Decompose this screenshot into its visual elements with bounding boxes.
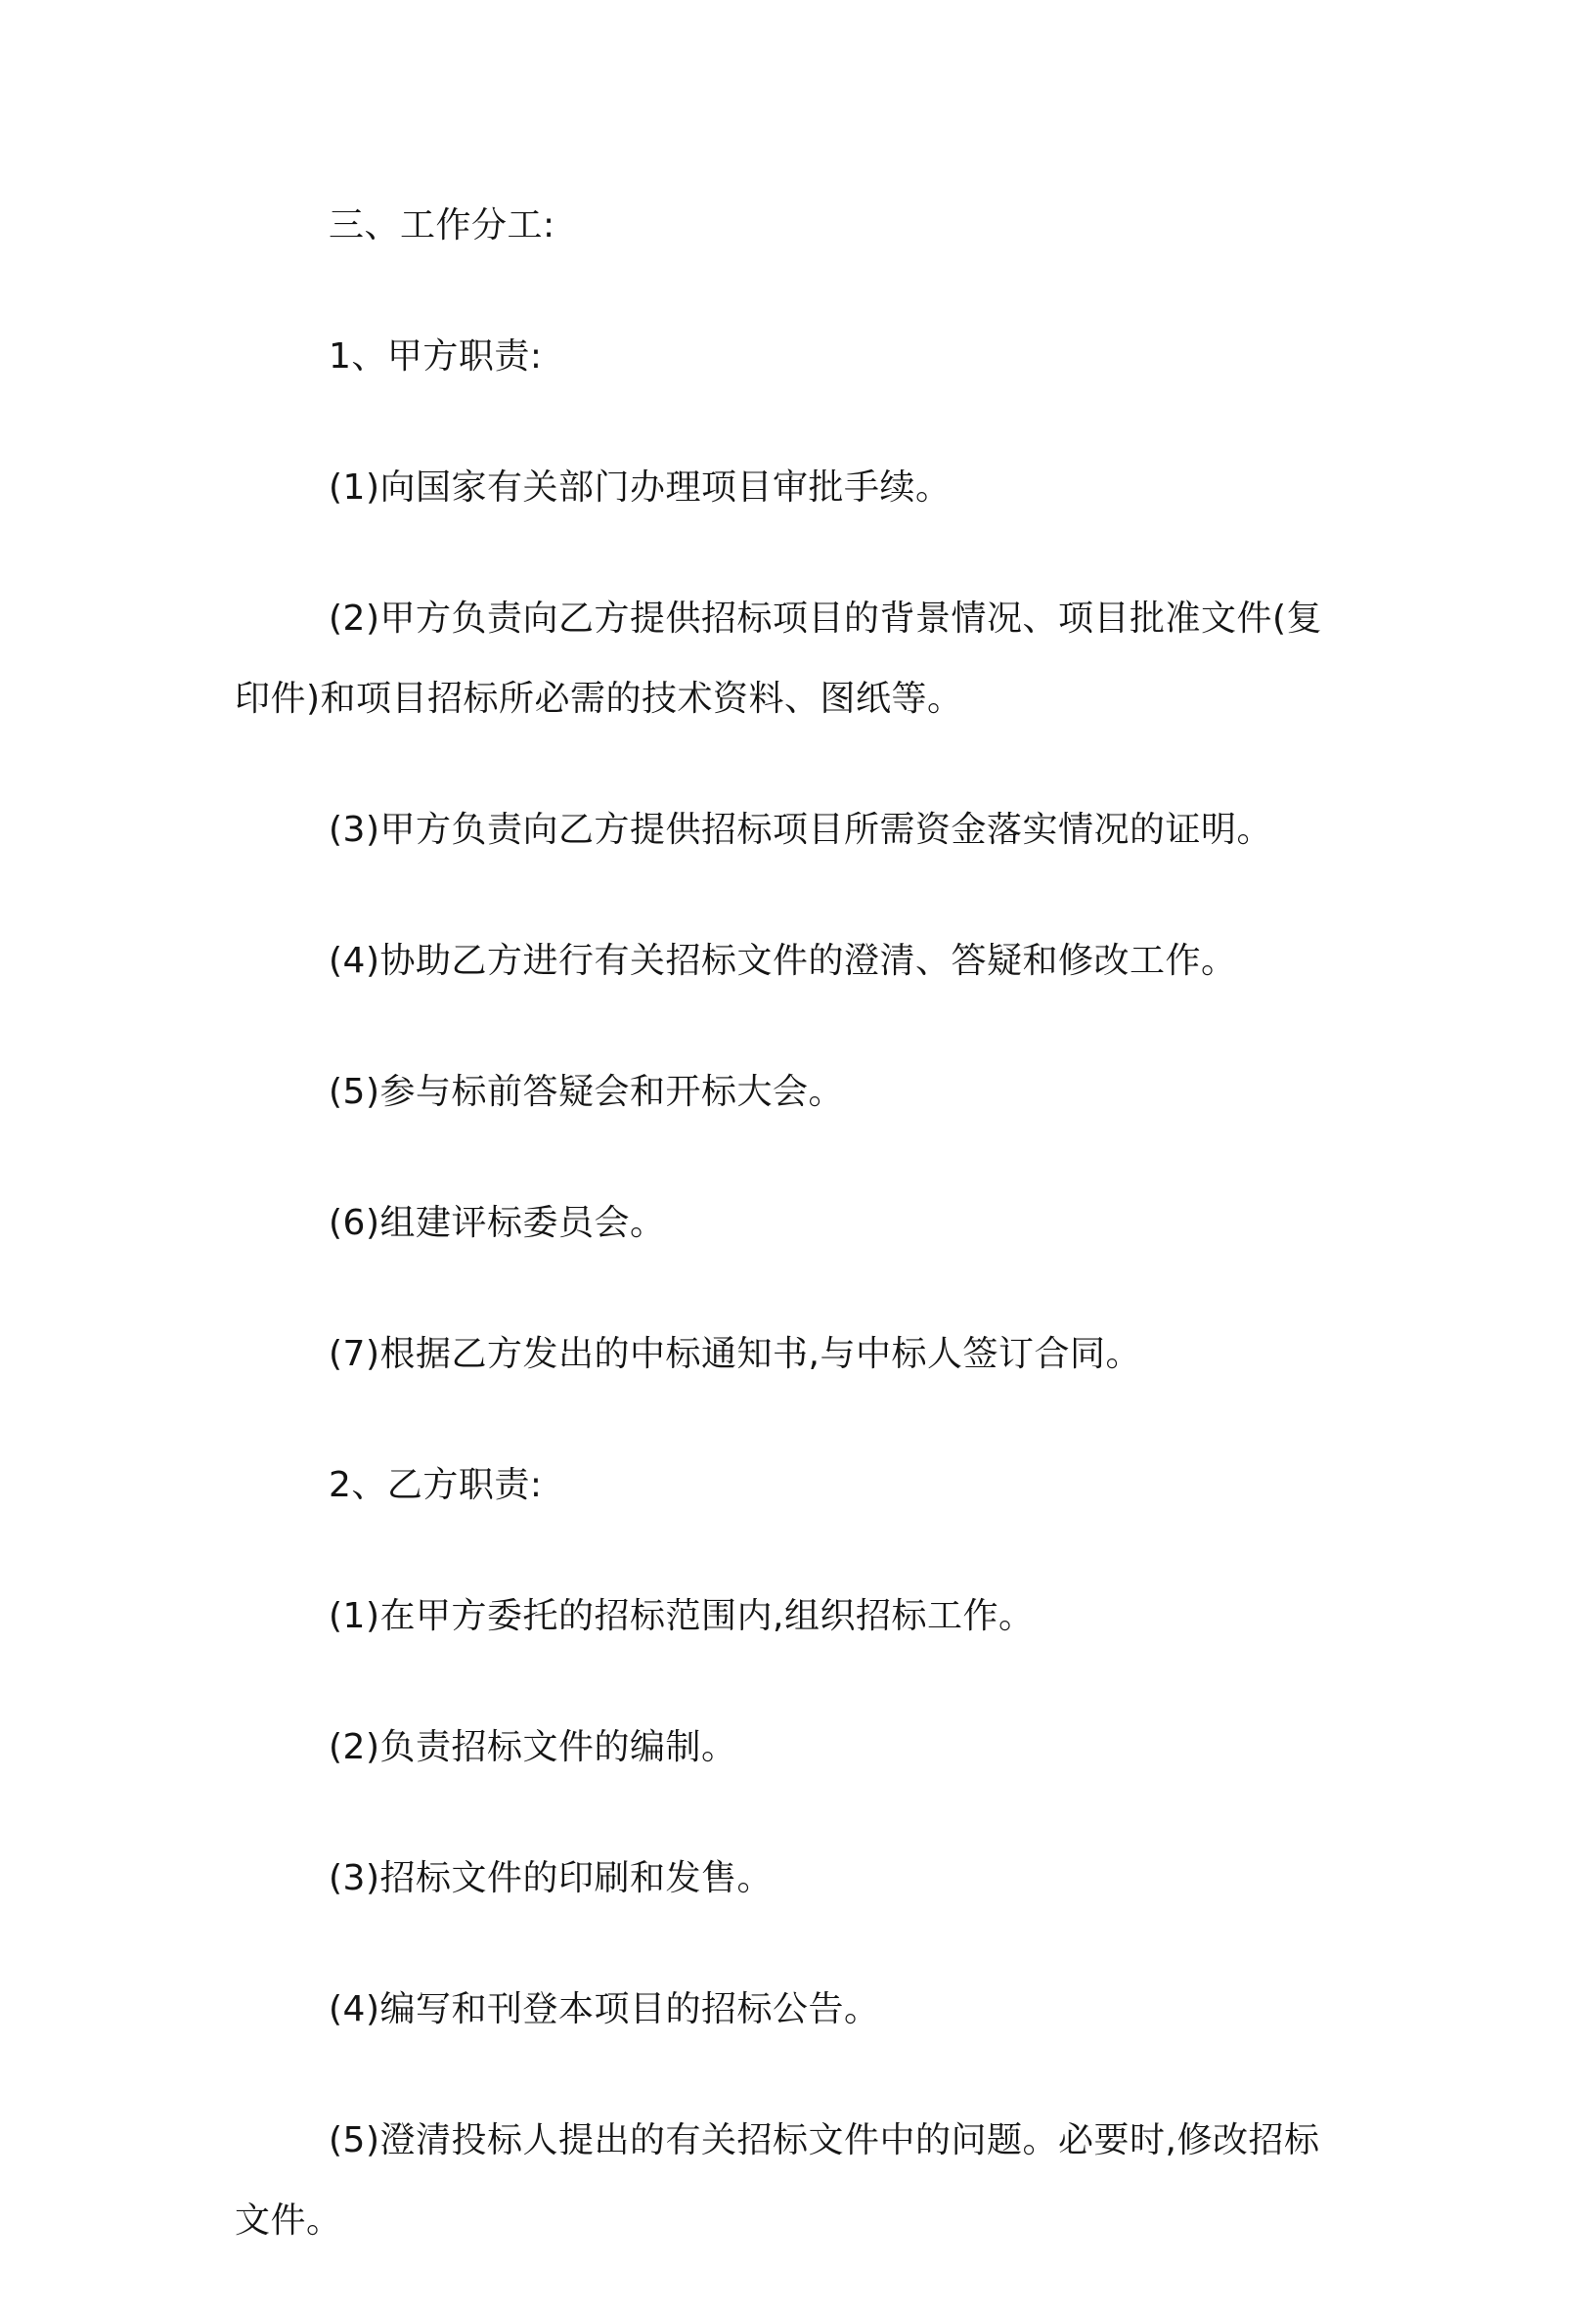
- subsection-heading-party-b: 2、乙方职责:: [329, 1465, 543, 1505]
- party-b-item-4: (4)编写和刊登本项目的招标公告。: [329, 1989, 880, 2029]
- party-b-item-1: (1)在甲方委托的招标范围内,组织招标工作。: [329, 1596, 1035, 1636]
- document-body: [235, 186, 1340, 2312]
- party-a-item-5: (5)参与标前答疑会和开标大会。: [329, 1072, 844, 1112]
- party-a-item-3: (3)甲方负责向乙方提供招标项目所需资金落实情况的证明。: [329, 810, 1272, 850]
- party-b-item-3: (3)招标文件的印刷和发售。: [329, 1858, 773, 1898]
- party-b-item-5: (5)澄清投标人提出的有关招标文件中的问题。必要时,修改招标文件。: [235, 2120, 1320, 2241]
- party-b-item-2: (2)负责招标文件的编制。: [329, 1727, 737, 1767]
- party-a-item-7: (7)根据乙方发出的中标通知书,与中标人签订合同。: [329, 1334, 1141, 1374]
- subsection-heading-party-a: 1、甲方职责:: [329, 336, 543, 377]
- party-a-item-4: (4)协助乙方进行有关招标文件的澄清、答疑和修改工作。: [329, 941, 1237, 981]
- party-a-item-6: (6)组建评标委员会。: [329, 1203, 666, 1243]
- section-heading: 三、工作分工:: [329, 205, 555, 245]
- party-a-item-2: (2)甲方负责向乙方提供招标项目的背景情况、项目批准文件(复印件)和项目招标所必需的技术资料、图纸等。: [235, 599, 1323, 719]
- party-a-item-1: (1)向国家有关部门办理项目审批手续。: [329, 467, 952, 508]
